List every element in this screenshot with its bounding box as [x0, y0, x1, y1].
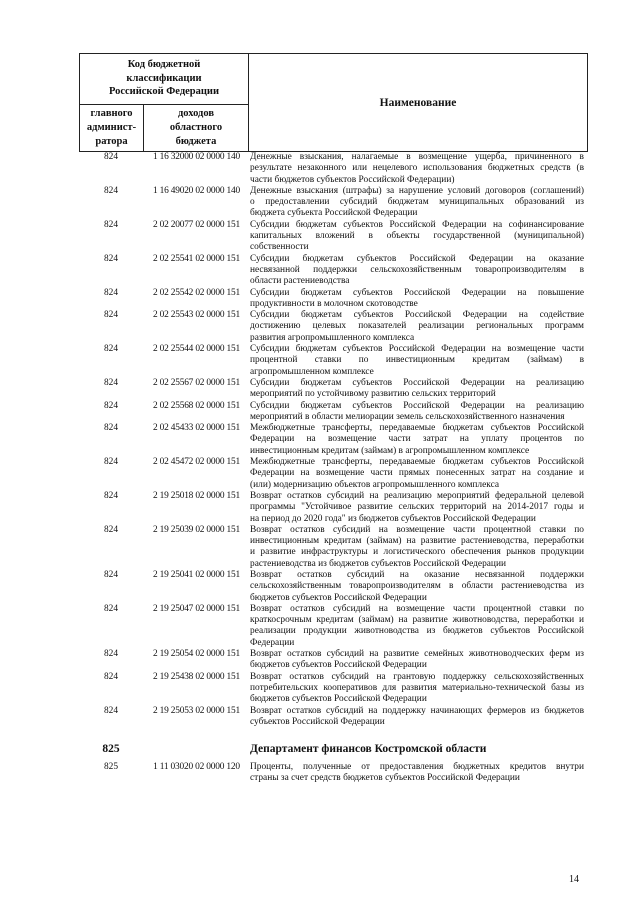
admin-code: 824: [103, 400, 119, 411]
name-line: бюджетов субъектов Российской Федерации: [250, 660, 427, 671]
income-code: 1 16 49020 02 0000 140: [152, 185, 240, 196]
name-line: мероприятий в области мелиорации земель сельскохозяйственного назначения: [250, 411, 565, 422]
name-line: субъектов Российской Федерации: [250, 716, 385, 727]
name-line: Межбюджетные трансферты, передаваемые бюджетам субъектов Российской: [250, 457, 584, 468]
name-line: бюджета субъекта Российской Федерации: [250, 208, 418, 219]
name-line: потребительских кооперативов для развития материально-технической базы из: [250, 682, 584, 693]
income-code: 2 19 25053 02 0000 151: [152, 705, 240, 716]
name-line: достижению целевых показателей реализации региональных программ: [250, 321, 584, 332]
admin-code: 824: [103, 423, 119, 434]
header-name: Наименование: [379, 96, 457, 109]
page-number: 14: [569, 874, 579, 885]
name-line: Федерации: [250, 637, 295, 648]
name-line: Межбюджетные трансферты, передаваемые бюджетам субъектов Российской: [250, 423, 584, 434]
table-row: [79, 186, 588, 220]
item-name: [250, 220, 584, 254]
item-name: [250, 186, 584, 220]
income-code: 2 02 25543 02 0000 151: [152, 310, 240, 321]
name-line: бюджетов субъектов Российской Федерации: [250, 694, 427, 705]
name-line: краткосрочным кредитам (займам) на развитие животноводства, переработки и: [250, 615, 584, 626]
admin-code: 824: [103, 219, 119, 230]
admin-code: 824: [103, 603, 119, 614]
name-line: Федерации на возмещение части затрат на уплату процентов по: [250, 434, 584, 445]
name-line: капитальных вложений в объекты государственной (муниципальной): [250, 231, 584, 242]
name-line: мероприятий по устойчивому развитию сельских территорий: [250, 389, 496, 400]
admin-code: 824: [103, 152, 119, 162]
item-name: [250, 401, 584, 424]
item-name: [250, 672, 584, 706]
name-line: Возврат остатков субсидий на возмещение части процентной ставки по: [250, 603, 584, 614]
item-name: [250, 310, 584, 344]
name-line: бюджетов субъектов Российской Федерации: [250, 592, 427, 603]
name-line: Субсидии бюджетам субъектов Российской Федерации на реализацию: [250, 400, 584, 411]
admin-code: 824: [103, 253, 119, 264]
name-line: Возврат остатков субсидий на поддержку начинающих фермеров из бюджетов: [250, 705, 584, 716]
admin-code: 824: [103, 490, 119, 501]
income-code: 2 02 45472 02 0000 151: [152, 457, 240, 468]
name-line: Денежные взыскания (штрафы) за нарушение условий договоров (соглашений): [250, 185, 584, 196]
name-line: Возврат остатков субсидий на реализацию мероприятий федеральной целевой: [250, 490, 584, 501]
admin-code: 824: [103, 671, 119, 682]
table-row: [79, 310, 588, 344]
table-row: [79, 152, 588, 186]
table-row: [79, 706, 588, 729]
income-code: 2 02 45433 02 0000 151: [152, 423, 240, 434]
admin-code: 825: [103, 762, 119, 773]
name-line: растениеводства из бюджетов субъектов Российской Федерации: [250, 558, 506, 569]
item-name: [250, 378, 584, 401]
name-line: о предоставлении субсидий бюджетам муниципальных образований из: [250, 197, 584, 208]
item-name: [250, 706, 584, 729]
item-name: [250, 152, 584, 186]
name-line: собственности: [250, 242, 309, 253]
name-line: (или) модернизацию объектов агропромышленного комплекса: [250, 479, 500, 490]
income-code: 2 19 25438 02 0000 151: [152, 671, 240, 682]
admin-code: 824: [103, 185, 119, 196]
table-row: [79, 457, 588, 491]
name-line: программы "Устойчивое развитие сельских территорий на 2014-2017 годы и: [250, 502, 584, 513]
item-name: [250, 649, 584, 672]
item-name: [250, 491, 584, 525]
income-code: 2 19 25054 02 0000 151: [152, 649, 240, 660]
name-line: части бюджетов субъектов Российской Федерации): [250, 174, 455, 185]
name-line: агропромышленном комплексе: [250, 366, 374, 377]
header-chief-administrator: главного админист- ратора: [80, 105, 144, 151]
name-line: результате незаконного или нецелевого использования бюджетных средств (в: [250, 163, 584, 174]
table-row: [79, 570, 588, 604]
income-code: 2 19 25041 02 0000 151: [152, 569, 240, 580]
name-line: инвестиционным кредитам (займам) на развитие растениеводства, переработки: [250, 536, 584, 547]
name-line: Департамент финансов Костромской области: [250, 743, 487, 756]
name-line: Проценты, полученные от предоставления бюджетных кредитов внутри: [250, 762, 584, 773]
item-name: [250, 525, 584, 570]
name-line: области растениеводства: [250, 276, 350, 287]
income-code: 2 19 25047 02 0000 151: [152, 603, 240, 614]
table-row: [79, 672, 588, 706]
income-code: 2 02 25542 02 0000 151: [152, 287, 240, 298]
table-row: [79, 288, 588, 311]
name-line: Возврат остатков субсидий на оказание несвязанной поддержки: [250, 569, 584, 580]
name-line: несвязанной поддержки сельскохозяйственным товаропроизводителям в: [250, 264, 584, 275]
name-line: Возврат остатков субсидий на возмещение части процентной ставки по: [250, 524, 584, 535]
name-line: Субсидии бюджетам субъектов Российской Федерации на содействие: [250, 310, 584, 321]
table-row: [79, 491, 588, 525]
admin-code: 824: [103, 287, 119, 298]
item-name: [250, 344, 584, 378]
table-body: [79, 152, 588, 785]
admin-code: 824: [103, 310, 119, 321]
table-row: [79, 762, 588, 785]
name-line: Субсидии бюджетам субъектов Российской Федерации на повышение: [250, 287, 584, 298]
name-line: реализации продукции животноводства из бюджетов субъектов Российской: [250, 626, 584, 637]
income-code: [143, 742, 250, 756]
table-row: [79, 525, 588, 570]
name-line: продуктивности в молочном скотоводстве: [250, 298, 418, 309]
section-row: [79, 742, 588, 756]
table-row: [79, 220, 588, 254]
income-code: 2 19 25039 02 0000 151: [152, 524, 240, 535]
table-row: [79, 604, 588, 649]
name-line: развития агропромышленного комплекса: [250, 332, 415, 343]
name-line: Субсидии бюджетам субъектов Российской Федерации на оказание: [250, 253, 584, 264]
admin-code: 824: [103, 524, 119, 535]
item-name: [250, 570, 584, 604]
income-code: 2 02 25544 02 0000 151: [152, 344, 240, 355]
item-name: [250, 762, 584, 785]
table-header: [79, 53, 588, 152]
name-line: Денежные взыскания, налагаемые в возмещение ущерба, причиненного в: [250, 152, 584, 162]
admin-code: 824: [103, 344, 119, 355]
name-line: Субсидии бюджетам субъектов Российской Федерации на возмещение части: [250, 344, 584, 355]
income-code: 2 02 25568 02 0000 151: [152, 400, 240, 411]
income-code: 2 19 25018 02 0000 151: [152, 490, 240, 501]
name-line: сельскохозяйственным товаропроизводителям в области растениеводства из: [250, 581, 584, 592]
name-line: Возврат остатков субсидий на грантовую поддержку сельскохозяйственных: [250, 671, 584, 682]
income-code: 2 02 25567 02 0000 151: [152, 377, 240, 388]
admin-code: 824: [103, 569, 119, 580]
table-row: [79, 649, 588, 672]
item-name: [250, 254, 584, 288]
income-code: 2 02 25541 02 0000 151: [152, 253, 240, 264]
admin-code: 824: [103, 705, 119, 716]
income-code: 1 11 03020 02 0000 120: [153, 762, 240, 773]
table-row: [79, 344, 588, 378]
name-line: процентной ставки по инвестиционным кредитам (займам) в: [250, 355, 584, 366]
header-regional-income: доходов областного бюджета: [144, 105, 249, 151]
admin-code: 824: [103, 457, 119, 468]
table-row: [79, 378, 588, 401]
name-line: Субсидии бюджетам субъектов Российской Федерации на софинансирование: [250, 219, 584, 230]
table-row: [79, 423, 588, 457]
income-code: 1 16 32000 02 0000 140: [152, 152, 240, 162]
table-row: [79, 254, 588, 288]
name-line: Субсидии бюджетам субъектов Российской Федерации на реализацию: [250, 377, 584, 388]
admin-code: 824: [103, 649, 119, 660]
item-name: [250, 604, 584, 649]
name-line: страны за счет средств бюджетов субъектов Российской Федерации: [250, 773, 520, 784]
admin-code: 825: [102, 743, 120, 756]
name-line: Возврат остатков субсидий на развитие семейных животноводческих ферм из: [250, 649, 584, 660]
admin-code: 824: [103, 377, 119, 388]
item-name: [250, 423, 584, 457]
header-budget-code: Код бюджетной классификации Российской Федерации: [80, 54, 249, 105]
item-name: [250, 457, 584, 491]
name-line: на период до 2020 года" из бюджетов субъектов Российской Федерации: [250, 513, 536, 524]
table-row: [79, 401, 588, 424]
income-code: 2 02 20077 02 0000 151: [152, 219, 240, 230]
item-name: [250, 288, 584, 311]
item-name: [250, 742, 584, 756]
name-line: и развитие инфраструктуры и логистического обеспечения рынков продукции: [250, 547, 584, 558]
name-line: инвестиционным кредитам (займам) в агропромышленном комплексе: [250, 445, 530, 456]
name-line: Федерации на возмещение части прямых понесенных затрат на создание и: [250, 468, 584, 479]
